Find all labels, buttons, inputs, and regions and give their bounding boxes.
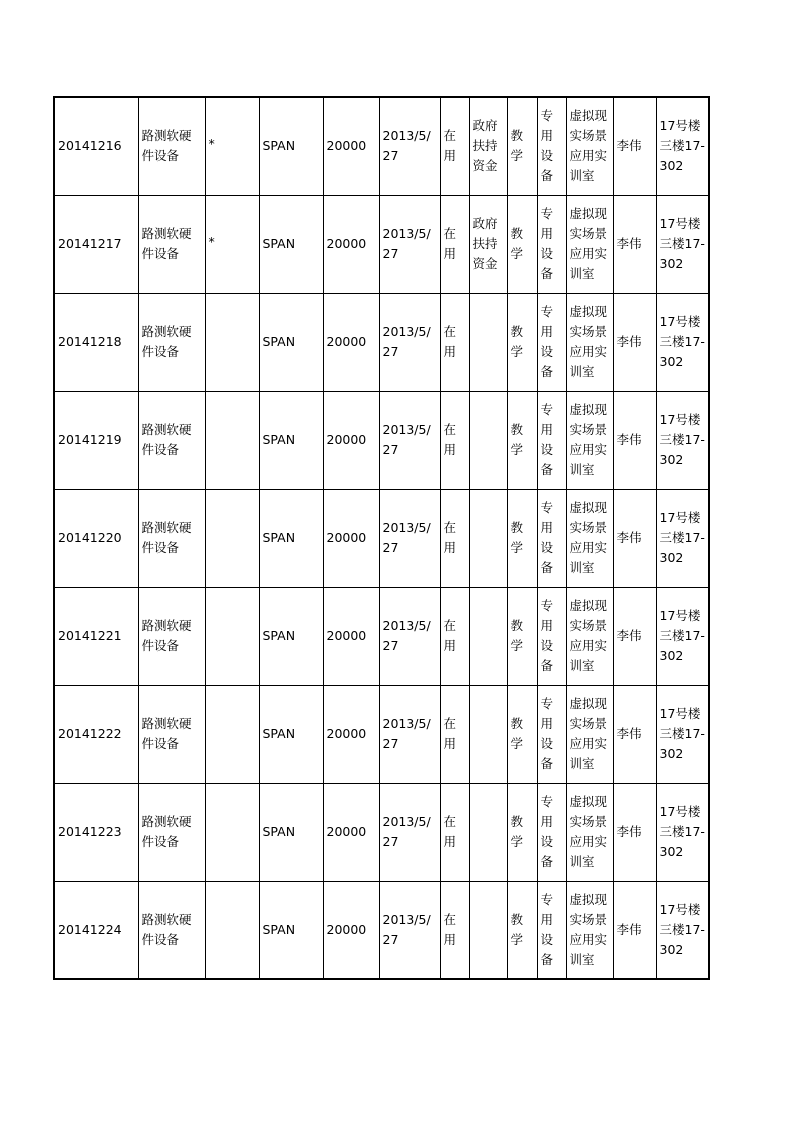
asset-id-cell-text: 20141221 xyxy=(58,628,122,643)
category-cell xyxy=(537,881,566,979)
asset-name-cell xyxy=(138,587,205,685)
status-cell-text: 在用 xyxy=(443,422,457,457)
price-cell-text: 20000 xyxy=(326,628,367,643)
category-cell-text: 专用设备 xyxy=(540,402,554,477)
asset-id-cell-text: 20141223 xyxy=(58,824,122,839)
purchase-date-cell-text: 2013/5/27 xyxy=(382,324,431,359)
room-cell xyxy=(566,195,613,293)
custodian-cell-text: 李伟 xyxy=(616,628,642,643)
status-cell xyxy=(440,783,469,881)
room-cell-text: 虚拟现实场景应用实训室 xyxy=(569,402,608,477)
mark-cell xyxy=(205,391,259,489)
room-cell-text: 虚拟现实场景应用实训室 xyxy=(569,108,608,184)
funding-source-cell xyxy=(469,881,507,979)
model-cell xyxy=(259,783,323,881)
table-row xyxy=(54,783,709,881)
location-cell xyxy=(656,881,709,979)
model-cell-text: SPAN xyxy=(262,236,296,251)
room-cell-text: 虚拟现实场景应用实训室 xyxy=(569,304,608,379)
location-cell-text: 17号楼三楼17-302 xyxy=(659,901,705,957)
category-cell-text: 专用设备 xyxy=(540,598,554,673)
table-row xyxy=(54,195,709,293)
room-cell xyxy=(566,685,613,783)
status-cell-text: 在用 xyxy=(443,716,457,751)
price-cell-text: 20000 xyxy=(326,921,367,937)
table-row xyxy=(54,685,709,783)
table-row xyxy=(54,489,709,587)
location-cell xyxy=(656,293,709,391)
category-cell xyxy=(537,587,566,685)
model-cell xyxy=(259,587,323,685)
usage-cell xyxy=(507,881,537,979)
status-cell xyxy=(440,685,469,783)
usage-cell-text: 教学 xyxy=(510,520,524,555)
model-cell-text: SPAN xyxy=(262,824,296,839)
usage-cell xyxy=(507,293,537,391)
asset-id-cell-text: 20141222 xyxy=(58,726,122,741)
asset-name-cell-text: 路测软硬件设备 xyxy=(141,618,192,653)
model-cell xyxy=(259,685,323,783)
status-cell-text: 在用 xyxy=(443,226,457,261)
asset-name-cell-text: 路测软硬件设备 xyxy=(141,324,192,359)
asset-id-cell xyxy=(54,293,138,391)
custodian-cell-text: 李伟 xyxy=(616,334,642,349)
model-cell-text: SPAN xyxy=(262,921,296,937)
location-cell-text: 17号楼三楼17-302 xyxy=(659,118,705,174)
funding-source-cell xyxy=(469,97,507,195)
category-cell-text: 专用设备 xyxy=(540,500,554,575)
model-cell-text: SPAN xyxy=(262,138,296,154)
table-row xyxy=(54,391,709,489)
asset-id-cell-text: 20141219 xyxy=(58,432,122,447)
model-cell-text: SPAN xyxy=(262,334,296,349)
location-cell xyxy=(656,391,709,489)
price-cell xyxy=(323,685,379,783)
funding-source-cell xyxy=(469,783,507,881)
table-row xyxy=(54,881,709,979)
mark-cell xyxy=(205,685,259,783)
status-cell-text: 在用 xyxy=(443,324,457,359)
asset-name-cell xyxy=(138,391,205,489)
category-cell-text: 专用设备 xyxy=(540,108,554,184)
room-cell-text: 虚拟现实场景应用实训室 xyxy=(569,696,608,771)
location-cell xyxy=(656,195,709,293)
funding-source-cell xyxy=(469,293,507,391)
asset-name-cell-text: 路测软硬件设备 xyxy=(141,422,192,457)
table-row xyxy=(54,293,709,391)
purchase-date-cell-text: 2013/5/27 xyxy=(382,618,431,653)
status-cell-text: 在用 xyxy=(443,520,457,555)
usage-cell xyxy=(507,685,537,783)
purchase-date-cell-text: 2013/5/27 xyxy=(382,422,431,457)
custodian-cell xyxy=(613,489,656,587)
purchase-date-cell xyxy=(379,391,440,489)
location-cell-text: 17号楼三楼17-302 xyxy=(659,314,705,369)
asset-name-cell-text: 路测软硬件设备 xyxy=(141,716,192,751)
custodian-cell xyxy=(613,783,656,881)
custodian-cell-text: 李伟 xyxy=(616,138,642,154)
price-cell xyxy=(323,489,379,587)
purchase-date-cell xyxy=(379,783,440,881)
usage-cell xyxy=(507,97,537,195)
asset-id-cell xyxy=(54,97,138,195)
price-cell-text: 20000 xyxy=(326,138,367,154)
usage-cell-text: 教学 xyxy=(510,911,524,947)
room-cell-text: 虚拟现实场景应用实训室 xyxy=(569,500,608,575)
status-cell-text: 在用 xyxy=(443,911,457,947)
asset-name-cell xyxy=(138,685,205,783)
location-cell xyxy=(656,587,709,685)
room-cell xyxy=(566,783,613,881)
status-cell-text: 在用 xyxy=(443,618,457,653)
model-cell-text: SPAN xyxy=(262,432,296,447)
model-cell xyxy=(259,489,323,587)
category-cell xyxy=(537,489,566,587)
custodian-cell xyxy=(613,195,656,293)
location-cell-text: 17号楼三楼17-302 xyxy=(659,804,705,859)
price-cell xyxy=(323,293,379,391)
category-cell-text: 专用设备 xyxy=(540,304,554,379)
asset-id-cell-text: 20141220 xyxy=(58,530,122,545)
status-cell xyxy=(440,195,469,293)
price-cell-text: 20000 xyxy=(326,530,367,545)
purchase-date-cell xyxy=(379,587,440,685)
asset-name-cell xyxy=(138,195,205,293)
asset-name-cell-text: 路测软硬件设备 xyxy=(141,814,192,849)
custodian-cell xyxy=(613,881,656,979)
location-cell-text: 17号楼三楼17-302 xyxy=(659,216,705,271)
usage-cell-text: 教学 xyxy=(510,422,524,457)
model-cell xyxy=(259,881,323,979)
room-cell-text: 虚拟现实场景应用实训室 xyxy=(569,206,608,281)
asset-id-cell xyxy=(54,587,138,685)
purchase-date-cell-text: 2013/5/27 xyxy=(382,226,431,261)
status-cell xyxy=(440,881,469,979)
custodian-cell-text: 李伟 xyxy=(616,921,642,937)
model-cell xyxy=(259,195,323,293)
purchase-date-cell-text: 2013/5/27 xyxy=(382,520,431,555)
location-cell-text: 17号楼三楼17-302 xyxy=(659,706,705,761)
location-cell xyxy=(656,783,709,881)
purchase-date-cell-text: 2013/5/27 xyxy=(382,911,431,947)
status-cell xyxy=(440,293,469,391)
usage-cell xyxy=(507,489,537,587)
usage-cell xyxy=(507,195,537,293)
asset-name-cell xyxy=(138,489,205,587)
location-cell xyxy=(656,97,709,195)
asset-id-cell-text: 20141224 xyxy=(58,921,122,937)
category-cell xyxy=(537,97,566,195)
usage-cell-text: 教学 xyxy=(510,814,524,849)
usage-cell xyxy=(507,587,537,685)
mark-cell xyxy=(205,293,259,391)
usage-cell-text: 教学 xyxy=(510,226,524,261)
purchase-date-cell xyxy=(379,97,440,195)
asset-name-cell xyxy=(138,881,205,979)
purchase-date-cell-text: 2013/5/27 xyxy=(382,814,431,849)
mark-cell xyxy=(205,489,259,587)
asset-table-body xyxy=(54,97,709,979)
category-cell xyxy=(537,195,566,293)
location-cell xyxy=(656,685,709,783)
asset-name-cell xyxy=(138,783,205,881)
funding-source-cell xyxy=(469,391,507,489)
asset-name-cell-text: 路测软硬件设备 xyxy=(141,128,192,164)
asset-id-cell xyxy=(54,195,138,293)
funding-source-cell-text: 政府扶持资金 xyxy=(472,118,498,174)
status-cell xyxy=(440,97,469,195)
purchase-date-cell xyxy=(379,685,440,783)
category-cell xyxy=(537,783,566,881)
mark-cell-text: * xyxy=(208,234,215,249)
model-cell-text: SPAN xyxy=(262,628,296,643)
category-cell-text: 专用设备 xyxy=(540,206,554,281)
asset-table xyxy=(53,96,710,980)
usage-cell-text: 教学 xyxy=(510,618,524,653)
status-cell-text: 在用 xyxy=(443,814,457,849)
category-cell xyxy=(537,293,566,391)
status-cell xyxy=(440,489,469,587)
asset-name-cell-text: 路测软硬件设备 xyxy=(141,520,192,555)
category-cell-text: 专用设备 xyxy=(540,696,554,771)
location-cell-text: 17号楼三楼17-302 xyxy=(659,510,705,565)
custodian-cell xyxy=(613,97,656,195)
price-cell-text: 20000 xyxy=(326,334,367,349)
asset-id-cell xyxy=(54,881,138,979)
funding-source-cell xyxy=(469,489,507,587)
asset-name-cell xyxy=(138,293,205,391)
usage-cell-text: 教学 xyxy=(510,128,524,164)
location-cell-text: 17号楼三楼17-302 xyxy=(659,608,705,663)
usage-cell-text: 教学 xyxy=(510,716,524,751)
room-cell-text: 虚拟现实场景应用实训室 xyxy=(569,891,608,967)
location-cell-text: 17号楼三楼17-302 xyxy=(659,412,705,467)
asset-id-cell-text: 20141218 xyxy=(58,334,122,349)
category-cell xyxy=(537,391,566,489)
price-cell xyxy=(323,587,379,685)
price-cell xyxy=(323,97,379,195)
custodian-cell xyxy=(613,391,656,489)
table-row xyxy=(54,587,709,685)
purchase-date-cell xyxy=(379,881,440,979)
price-cell xyxy=(323,783,379,881)
room-cell xyxy=(566,587,613,685)
usage-cell xyxy=(507,391,537,489)
funding-source-cell xyxy=(469,587,507,685)
price-cell-text: 20000 xyxy=(326,432,367,447)
price-cell-text: 20000 xyxy=(326,824,367,839)
model-cell xyxy=(259,293,323,391)
custodian-cell-text: 李伟 xyxy=(616,530,642,545)
mark-cell xyxy=(205,195,259,293)
custodian-cell xyxy=(613,587,656,685)
custodian-cell xyxy=(613,685,656,783)
funding-source-cell-text: 政府扶持资金 xyxy=(472,216,498,271)
room-cell xyxy=(566,293,613,391)
category-cell-text: 专用设备 xyxy=(540,794,554,869)
status-cell xyxy=(440,587,469,685)
table-row xyxy=(54,97,709,195)
purchase-date-cell xyxy=(379,195,440,293)
asset-id-cell-text: 20141216 xyxy=(58,138,122,154)
location-cell xyxy=(656,489,709,587)
purchase-date-cell xyxy=(379,489,440,587)
usage-cell-text: 教学 xyxy=(510,324,524,359)
custodian-cell-text: 李伟 xyxy=(616,824,642,839)
mark-cell xyxy=(205,97,259,195)
mark-cell xyxy=(205,881,259,979)
purchase-date-cell-text: 2013/5/27 xyxy=(382,716,431,751)
category-cell-text: 专用设备 xyxy=(540,891,554,967)
custodian-cell-text: 李伟 xyxy=(616,432,642,447)
room-cell xyxy=(566,97,613,195)
room-cell-text: 虚拟现实场景应用实训室 xyxy=(569,794,608,869)
price-cell xyxy=(323,881,379,979)
custodian-cell-text: 李伟 xyxy=(616,726,642,741)
room-cell xyxy=(566,489,613,587)
funding-source-cell xyxy=(469,685,507,783)
status-cell-text: 在用 xyxy=(443,128,457,164)
price-cell-text: 20000 xyxy=(326,726,367,741)
status-cell xyxy=(440,391,469,489)
asset-name-cell-text: 路测软硬件设备 xyxy=(141,226,192,261)
asset-id-cell xyxy=(54,391,138,489)
model-cell xyxy=(259,391,323,489)
custodian-cell xyxy=(613,293,656,391)
category-cell xyxy=(537,685,566,783)
price-cell-text: 20000 xyxy=(326,236,367,251)
mark-cell xyxy=(205,587,259,685)
usage-cell xyxy=(507,783,537,881)
price-cell xyxy=(323,391,379,489)
custodian-cell-text: 李伟 xyxy=(616,236,642,251)
room-cell xyxy=(566,391,613,489)
asset-id-cell xyxy=(54,685,138,783)
model-cell xyxy=(259,97,323,195)
room-cell xyxy=(566,881,613,979)
purchase-date-cell-text: 2013/5/27 xyxy=(382,128,431,164)
room-cell-text: 虚拟现实场景应用实训室 xyxy=(569,598,608,673)
model-cell-text: SPAN xyxy=(262,726,296,741)
price-cell xyxy=(323,195,379,293)
asset-id-cell-text: 20141217 xyxy=(58,236,122,251)
model-cell-text: SPAN xyxy=(262,530,296,545)
purchase-date-cell xyxy=(379,293,440,391)
asset-id-cell xyxy=(54,489,138,587)
asset-name-cell xyxy=(138,97,205,195)
funding-source-cell xyxy=(469,195,507,293)
asset-id-cell xyxy=(54,783,138,881)
asset-name-cell-text: 路测软硬件设备 xyxy=(141,911,192,947)
mark-cell-text: * xyxy=(208,136,215,152)
mark-cell xyxy=(205,783,259,881)
